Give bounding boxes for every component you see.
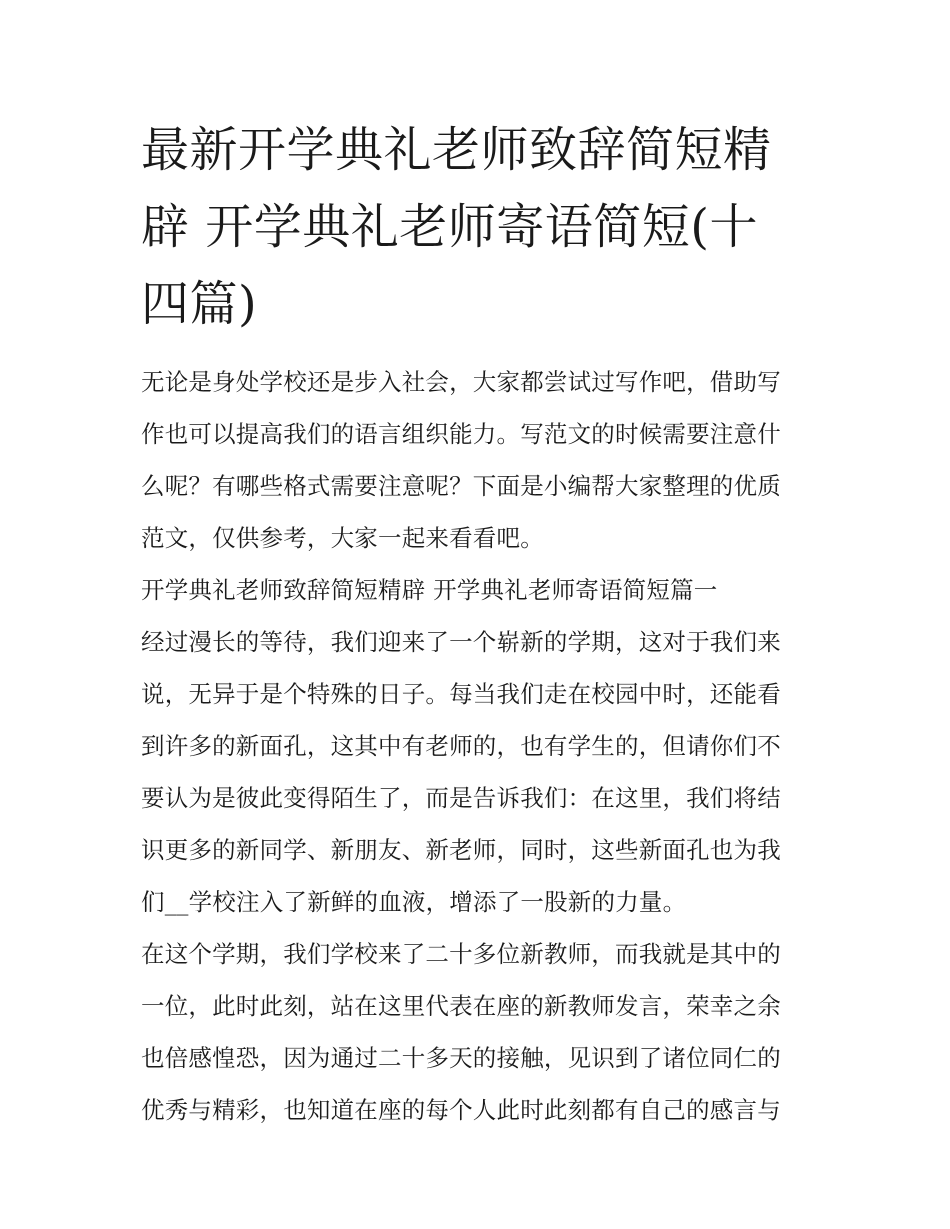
body-line: 要认为是彼此变得陌生了，而是告诉我们：在这里，我们将结 bbox=[141, 784, 781, 812]
body-line: 无论是身处学校还是步入社会，大家都尝试过写作吧，借助写 bbox=[141, 368, 781, 396]
title-line: 四篇) bbox=[141, 276, 258, 332]
body-line: 识更多的新同学、新朋友、新老师，同时，这些新面孔也为我 bbox=[141, 836, 781, 864]
document-body bbox=[141, 356, 821, 1136]
body-line: 么呢？有哪些格式需要注意呢？下面是小编帮大家整理的优质 bbox=[141, 472, 781, 500]
body-line: 说，无异于是个特殊的日子。每当我们走在校园中时，还能看 bbox=[141, 680, 781, 708]
title-line: 辟 开学典礼老师寄语简短(十 bbox=[141, 199, 758, 255]
document-title bbox=[141, 112, 811, 343]
body-line: 优秀与精彩，也知道在座的每个人此时此刻都有自己的感言与 bbox=[141, 1096, 781, 1124]
body-line: 们__学校注入了新鲜的血液，增添了一股新的力量。 bbox=[141, 888, 687, 916]
title-line: 最新开学典礼老师致辞简短精 bbox=[141, 122, 772, 178]
section-heading: 开学典礼老师致辞简短精辟 开学典礼老师寄语简短篇一 bbox=[141, 576, 718, 604]
body-line: 也倍感惶恐，因为通过二十多天的接触，见识到了诸位同仁的 bbox=[141, 1044, 781, 1072]
body-line: 作也可以提高我们的语言组织能力。写范文的时候需要注意什 bbox=[141, 420, 781, 448]
body-line: 一位，此时此刻，站在这里代表在座的新教师发言，荣幸之余 bbox=[141, 992, 781, 1020]
body-line: 范文，仅供参考，大家一起来看看吧。 bbox=[141, 524, 544, 552]
body-line: 在这个学期，我们学校来了二十多位新教师，而我就是其中的 bbox=[141, 940, 781, 968]
body-line: 到许多的新面孔，这其中有老师的，也有学生的，但请你们不 bbox=[141, 732, 781, 760]
body-line: 经过漫长的等待，我们迎来了一个崭新的学期，这对于我们来 bbox=[141, 628, 781, 656]
